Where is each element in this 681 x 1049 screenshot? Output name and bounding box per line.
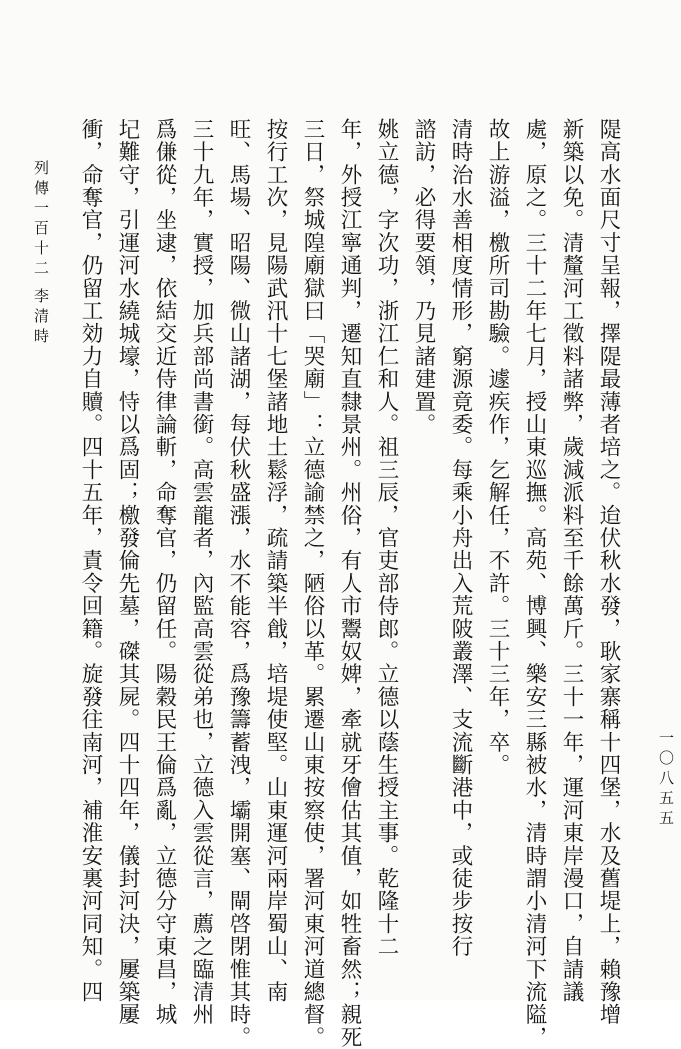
text-column: 年，外授江寧通判，遷知直隸景州。州俗，有人市鬻奴婢，牽就牙儈估其值，如牲畜然；親死 — [337, 118, 362, 1049]
text-column: 三日，祭城隍廟獄曰「哭廟」：立德諭禁之，陋俗以革。累遷山東按察使，署河東河道總督。 — [300, 118, 325, 1049]
chapter-title: 列傳一百十二 — [32, 160, 50, 280]
text-column: 衝，命奪官，仍留工効力自贖。四十五年，責令回籍。旋發往南河，補淮安裏河同知。四 — [78, 118, 103, 1004]
text-column: 圮難守，引運河水繞城壕，恃以爲固；檄發倫先墓，磔其屍。四十四年，儀封河決，屢築屢 — [115, 118, 140, 1026]
text-column: 三十九年，實授，加兵部尚書銜。高雲龍者，內監高雲從弟也，立德入雲從言，薦之臨清州 — [189, 118, 214, 1026]
text-column: 新築以免。清釐河工徵料諸弊，歲減派料至千餘萬斤。三十一年，運河東岸漫口，自請議 — [559, 118, 584, 1004]
text-column: 故上游溢，檄所司勘驗。遽疾作，乞解任，不許。三十三年，卒。 — [485, 118, 510, 777]
page-number: 一〇八五五 — [657, 730, 675, 830]
text-column: 旺、馬場、昭陽、微山諸湖，每伏秋盛漲，水不能容，爲豫籌蓄洩，壩開塞、閘啓閉惟其時。 — [226, 118, 251, 1049]
text-column: 姚立德，字次功，浙江仁和人。祖三辰，官吏部侍郎。立德以蔭生授主事。乾隆十二 — [374, 118, 399, 958]
text-column: 爲傔從，坐逮，依結交近侍律論斬，命奪官，仍留任。陽穀民王倫爲亂，立德分守東昌，城 — [152, 118, 177, 1026]
text-column: 清時治水善相度情形，窮源竟委。每乘小舟出入荒陂叢澤、支流斷港中，或徒步按行 — [448, 118, 473, 958]
text-column: 處，原之。三十二年七月，授山東巡撫。高苑、博興、樂安三縣被水，清時謂小清河下流隘， — [522, 118, 547, 1049]
text-column: 按行工次，見陽武汛十七堡諸地土鬆浮，疏請築半戧，培堤使堅。山東運河兩岸蜀山、南 — [263, 118, 288, 1004]
text-column: 隄高水面尺寸呈報，擇隄最薄者培之。迨伏秋水發，耿家寨稱十四堡，水及舊堤上，賴豫增 — [596, 118, 621, 1026]
biography-names: 李清時 — [32, 288, 50, 348]
text-column: 諮訪，必得要領，乃見諸建置。 — [411, 118, 436, 436]
